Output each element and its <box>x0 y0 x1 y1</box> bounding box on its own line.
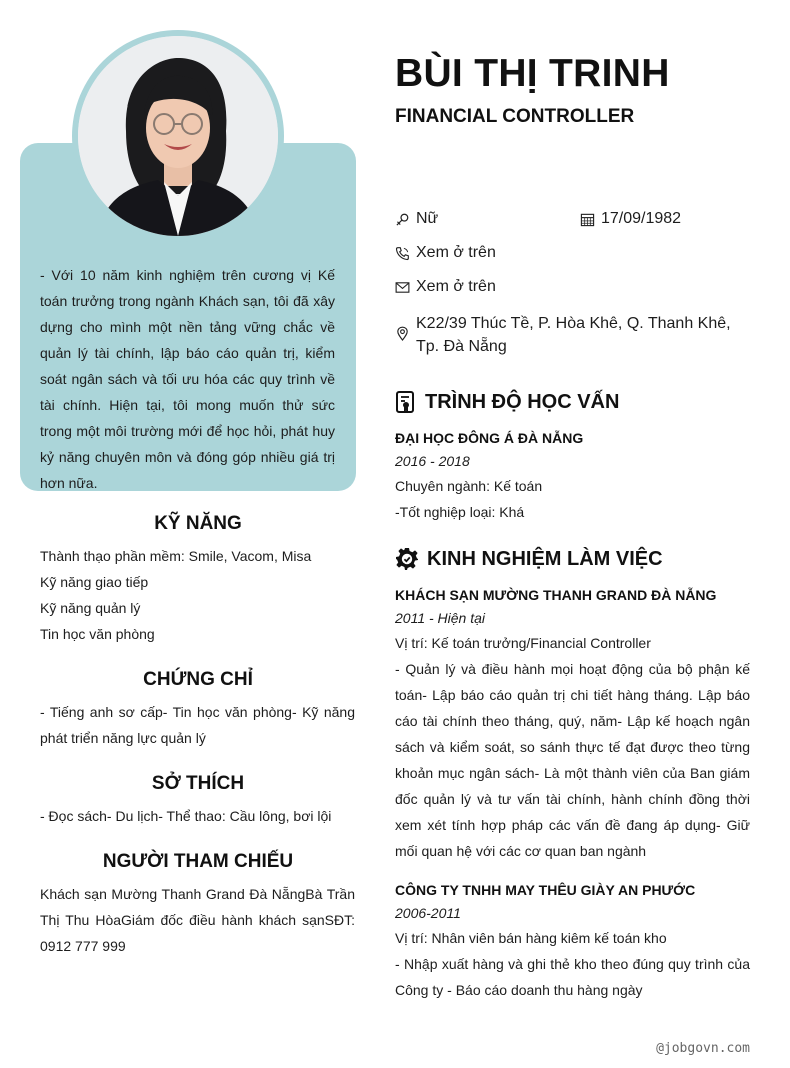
job-company: KHÁCH SẠN MƯỜNG THANH GRAND ĐÀ NẴNG <box>395 587 717 603</box>
job-position: Vị trí: Nhân viên bán hàng kiêm kế toán kho <box>395 930 667 946</box>
experience-title: KINH NGHIỆM LÀM VIỆC <box>427 547 663 570</box>
certificates-title: CHỨNG CHỈ <box>143 669 253 690</box>
job-description: - Quản lý và điều hành mọi hoạt động của bộ phận kế toán- Lập báo cáo quản trị chi tiết hàng tháng. Lập báo cáo tài chính theo tháng, quý, năm- Lập kế hoạch ngân sách và kiểm soát, so sánh thực tế đạt được theo từng khoản mục ngân sách- Là một thành viên của Ban giám đốc quản lý và tư vấn tài chính, hành chính đồng thời xem xét tính hợp pháp các vấn đề đang áp dụng- Giữ mối quan hệ với các cơ quan ban ngành <box>395 661 750 859</box>
gender-row <box>395 210 438 228</box>
email-row <box>395 278 496 296</box>
birthday-value: 17/09/1982 <box>601 210 682 227</box>
references-title: NGƯỜI THAM CHIẾU <box>102 851 294 872</box>
gender-value: Nữ <box>416 210 439 227</box>
gender-icon <box>395 212 410 227</box>
references-text: Khách sạn Mường Thanh Grand Đà NẵngBà Trần Thị Thu HòaGiám đốc điều hành khách sạnSĐT: 0912 777 999 <box>40 886 355 954</box>
skills-list <box>40 543 355 647</box>
hobbies-text: - Đọc sách- Du lịch- Thể thao: Cầu lông, bơi lội <box>40 808 332 824</box>
address-value: K22/39 Thúc Tề, P. Hòa Khê, Q. Thanh Khê, Tp. Đà Nẵng <box>416 315 731 355</box>
birthday-row <box>580 210 681 228</box>
education-heading <box>395 390 619 414</box>
location-pin-icon <box>395 326 410 341</box>
job-period: 2006-2011 <box>395 905 461 921</box>
address-row <box>395 312 750 358</box>
hobbies-title: SỞ THÍCH <box>151 773 245 794</box>
job-period: 2011 - Hiện tại <box>395 610 486 626</box>
skill-item: Tin học văn phòng <box>40 626 155 642</box>
education-grade: -Tốt nghiệp loại: Khá <box>395 504 525 520</box>
email-value: Xem ở trên <box>416 278 496 295</box>
education-major: Chuyên ngành: Kế toán <box>395 478 543 494</box>
education-details <box>395 473 750 525</box>
profile-summary: - Với 10 năm kinh nghiệm trên cương vị Kế toán trưởng trong ngành Khách sạn, tôi đã xây dựng cho mình một nền tảng vững chắc về quản lý tài chính, lập báo cáo quản trị, kiểm soát ngân sách và tối ưu hóa các quy trình về tài chính. Hiện tại, tôi mong muốn thử sức trong một môi trường mới để học hỏi, phát huy kỷ năng chuyên môn và đóng góp nhiều giá trị hơn nữa. <box>40 267 335 491</box>
watermark: @jobgovn.com <box>656 1041 750 1056</box>
skill-item: Kỹ năng quản lý <box>40 600 141 616</box>
job-position: Vị trí: Kế toán trưởng/Financial Controller <box>395 635 651 651</box>
skills-title: KỸ NĂNG <box>154 513 242 534</box>
avatar <box>78 36 278 236</box>
education-certificate-icon <box>395 390 417 414</box>
phone-icon <box>395 246 410 261</box>
job-description: - Nhập xuất hàng và ghi thẻ kho theo đúng quy trình của Công ty - Báo cáo doanh thu hàng ngày <box>395 956 750 998</box>
calendar-icon <box>580 212 595 227</box>
skill-item: Kỹ năng giao tiếp <box>40 574 149 590</box>
certificates-text: - Tiếng anh sơ cấp- Tin học văn phòng- Kỹ năng phát triển năng lực quản lý <box>40 704 355 746</box>
gear-check-icon <box>395 547 419 571</box>
education-school: ĐẠI HỌC ĐÔNG Á ĐÀ NẴNG <box>395 430 584 446</box>
phone-value: Xem ở trên <box>416 244 496 261</box>
job-company: CÔNG TY TNHH MAY THÊU GIÀY AN PHƯỚC <box>395 882 696 898</box>
education-title: TRÌNH ĐỘ HỌC VẤN <box>425 390 620 413</box>
candidate-title: FINANCIAL CONTROLLER <box>395 106 635 127</box>
phone-row <box>395 244 496 262</box>
education-years: 2016 - 2018 <box>395 453 470 469</box>
envelope-icon <box>395 280 410 295</box>
candidate-name: BÙI THỊ TRINH <box>395 52 670 95</box>
skill-item: Thành thạo phần mềm: Smile, Vacom, Misa <box>40 548 312 564</box>
experience-heading <box>395 547 663 571</box>
